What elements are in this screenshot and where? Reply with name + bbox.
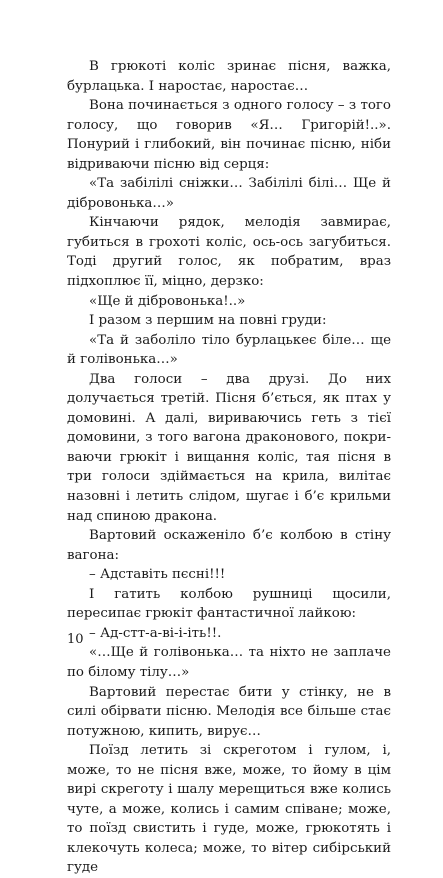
paragraph: І разом з першим на повні груди:	[89, 313, 327, 329]
paragraph: Вартовий оскаженіло б’є колбою в стіну вагона:	[67, 528, 391, 563]
paragraph: – Адставіть пєсні!!!	[89, 567, 226, 583]
paragraph: – Ад-стт-а-ві-і-іть!!.	[89, 625, 222, 641]
paragraph: І гатить колбою рушниці щосили, пересипає грюкіт фантастичної лайкою:	[67, 586, 391, 622]
paragraph: Вартовий перестає бити у стінку, не в силі обірвати пісню. Мелодія все більше стає потужною, кипить, вирує…	[67, 684, 391, 739]
paragraph: «…Ще й голівонька… та ніхто не заплаче по білому тілу…»	[67, 645, 391, 680]
paragraph: Два голоси – два друзі. До них долучається третій. Пісня б’ється, як птах у домовині. А далі, вириваючись геть з тієї домовини, з того вагона драконового, покриваючи грюкіт і вищання коліс, тая пісня в три голоси здіймається на крила, вилітає назовні і летить слідом, шугає і б’є крильми над спиною дракона.	[67, 371, 391, 524]
paragraph: «Ще й дібровонька!..»	[89, 293, 246, 309]
paragraph: В грюкоті коліс зринає пісня, важка, бурлацька. І наростає, наростає…	[67, 59, 391, 94]
paragraph: Кінчаючи рядок, мелодія завмирає, губиться в грохоті коліс, ось-ось загубиться. Тоді другий голос, як побратим, враз підхоплює її, міцно, дерзко:	[67, 215, 391, 290]
page-number: 10	[67, 632, 84, 647]
body-text	[67, 57, 391, 878]
paragraph: Поїзд летить зі скреготом і гулом, і, може, то не пісня вже, може, то йому в цім вирі скреготу і шалу мерещиться вже колись чуте, а може, колись і самим співане; може, то поїзд свистить і гуде, може, грюкотять і клекочуть колеса; може, то вітер сибірський гуде	[67, 743, 391, 876]
paragraph: «Та й заболіло тіло бурлацькеє біле… ще й голівонька…»	[67, 332, 391, 368]
paragraph: «Та забілілі сніжки… Забілілі білі… Ще й дібровонька…»	[67, 176, 391, 211]
paragraph: Вона починається з одного голосу – з того голосу, що говорив «Я… Григорій!..». Понурий і глибокий, він починає пісню, ніби відриваючи пісню від серця:	[67, 98, 391, 172]
